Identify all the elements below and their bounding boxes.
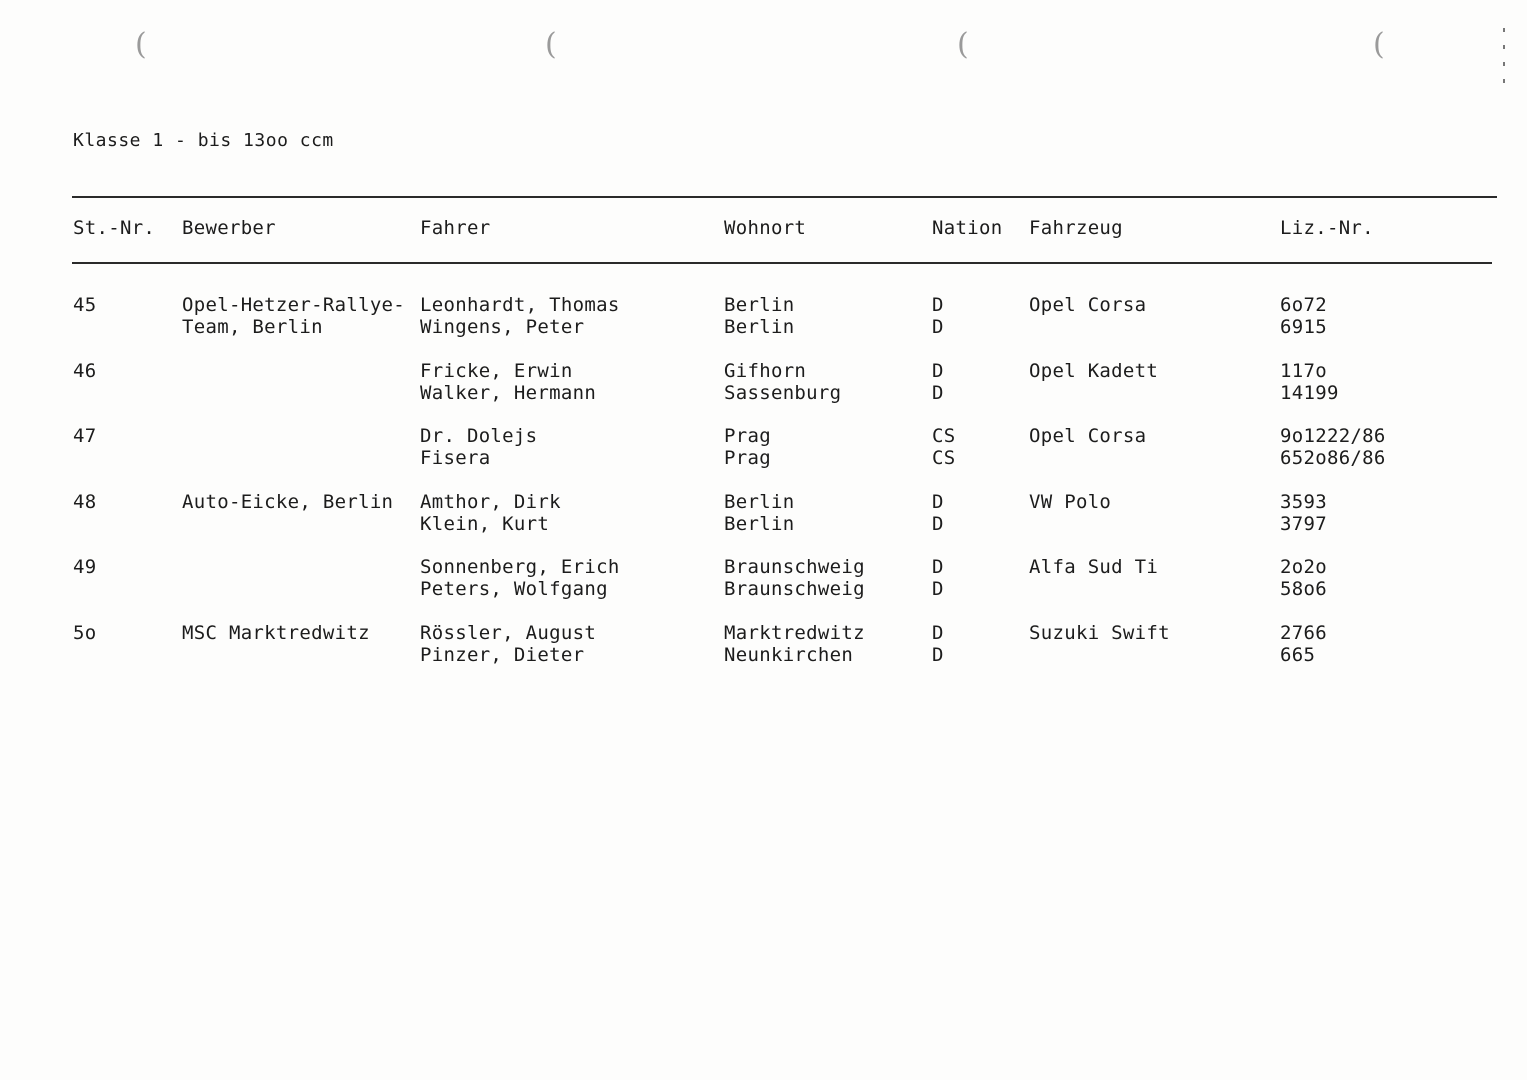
header-rule-top — [72, 196, 1497, 198]
cell-vehicle: Suzuki Swift — [1029, 622, 1170, 644]
cell-vehicle: VW Polo — [1029, 490, 1112, 513]
cell-drivers: Amthor, Dirk Klein, Kurt — [420, 490, 561, 535]
cell-license: 3593 3797 — [1280, 490, 1327, 535]
punch-hole-mark: ( — [957, 27, 969, 62]
header-rule-bottom — [72, 262, 1492, 264]
cell-residence: Gifhorn Sassenburg — [724, 359, 842, 404]
edge-marks — [1501, 28, 1507, 98]
cell-residence: Prag Prag — [724, 425, 771, 470]
page-title: Klasse 1 - bis 13oo ccm — [73, 130, 334, 151]
cell-nation: D D — [932, 556, 944, 601]
cell-number: 47 — [73, 425, 97, 448]
cell-drivers: Rössler, August Pinzer, Dieter — [420, 622, 597, 666]
column-header-drivers: Fahrer — [420, 217, 491, 239]
column-header-residence: Wohnort — [724, 217, 807, 239]
cell-nation: D D — [932, 622, 944, 666]
cell-vehicle: Opel Corsa — [1029, 294, 1147, 316]
cell-drivers: Leonhardt, Thomas Wingens, Peter — [420, 294, 620, 338]
cell-vehicle: Alfa Sud Ti — [1029, 556, 1159, 579]
cell-license: 117o 14199 — [1280, 359, 1339, 404]
column-header-license: Liz.-Nr. — [1280, 217, 1374, 239]
column-header-nation: Nation — [932, 217, 1003, 239]
cell-license: 2766 665 — [1280, 622, 1327, 666]
cell-residence: Braunschweig Braunschweig — [724, 556, 865, 601]
cell-number: 45 — [73, 294, 97, 316]
cell-number: 48 — [73, 490, 97, 513]
cell-drivers: Fricke, Erwin Walker, Hermann — [420, 359, 597, 404]
punch-hole-mark: ( — [1373, 27, 1385, 62]
cell-number: 46 — [73, 359, 97, 382]
cell-residence: Berlin Berlin — [724, 490, 795, 535]
cell-residence: Berlin Berlin — [724, 294, 795, 338]
cell-entrant: Auto-Eicke, Berlin — [182, 490, 394, 513]
cell-nation: CS CS — [932, 425, 956, 470]
punch-hole-mark: ( — [545, 27, 557, 62]
cell-number: 49 — [73, 556, 97, 579]
punch-hole-mark: ( — [135, 27, 147, 62]
column-header-number: St.-Nr. — [73, 217, 156, 239]
cell-license: 6o72 6915 — [1280, 294, 1327, 338]
cell-nation: D D — [932, 490, 944, 535]
column-header-vehicle: Fahrzeug — [1029, 217, 1123, 239]
cell-license: 9o1222/86 652o86/86 — [1280, 425, 1386, 470]
cell-entrant: MSC Marktredwitz — [182, 622, 370, 644]
column-header-entrant: Bewerber — [182, 217, 276, 239]
cell-vehicle: Opel Kadett — [1029, 359, 1159, 382]
cell-nation: D D — [932, 294, 944, 338]
cell-residence: Marktredwitz Neunkirchen — [724, 622, 865, 666]
cell-nation: D D — [932, 359, 944, 404]
cell-number: 5o — [73, 622, 97, 644]
cell-drivers: Dr. Dolejs Fisera — [420, 425, 538, 470]
cell-license: 2o2o 58o6 — [1280, 556, 1327, 601]
cell-drivers: Sonnenberg, Erich Peters, Wolfgang — [420, 556, 620, 601]
cell-entrant: Opel-Hetzer-Rallye- Team, Berlin — [182, 294, 406, 338]
cell-vehicle: Opel Corsa — [1029, 425, 1147, 448]
